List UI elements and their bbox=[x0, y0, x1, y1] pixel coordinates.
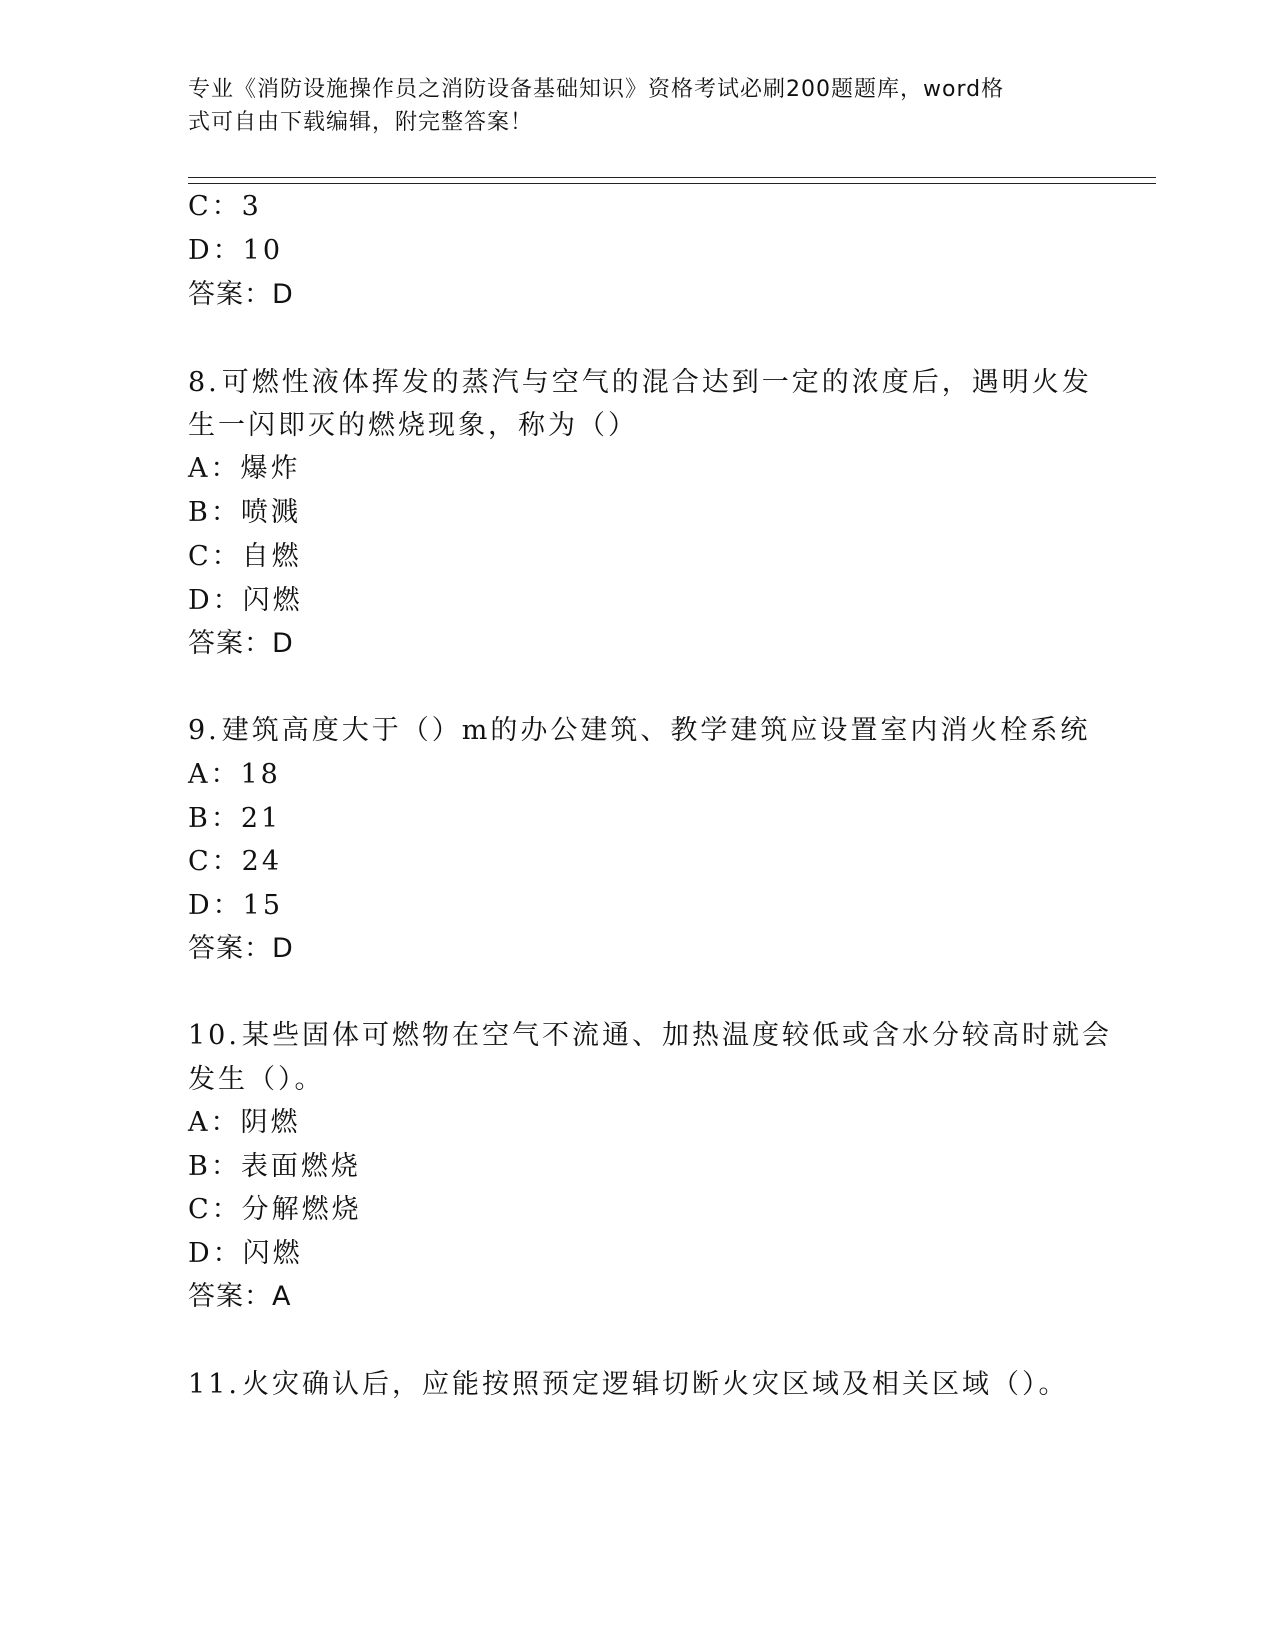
header-divider-bottom bbox=[188, 183, 1156, 184]
question-10-stem-line-1 bbox=[188, 1019, 1112, 1053]
question-8-stem-line-1 bbox=[188, 366, 1092, 400]
question-10-answer: 答案：A bbox=[188, 1281, 292, 1312]
question-number: 8. bbox=[188, 367, 220, 398]
question-stem: 建筑高度大于（）m的办公建筑、教学建筑应设置室内消火栓系统 bbox=[221, 715, 1091, 746]
question-9-answer: 答案：D bbox=[188, 933, 294, 964]
question-8-answer: 答案：D bbox=[188, 628, 294, 659]
question-9-option-c: C：24 bbox=[188, 846, 283, 877]
question-8-option-a: A：爆炸 bbox=[188, 453, 301, 484]
header-line-2: 式可自由下载编辑，附完整答案！ bbox=[188, 110, 534, 135]
question-10-option-c: C：分解燃烧 bbox=[188, 1194, 362, 1225]
question-10-stem-line-2: 发生（）。 bbox=[188, 1064, 325, 1095]
question-8-option-b: B：喷溅 bbox=[188, 497, 301, 528]
header-line-1: 专业《消防设施操作员之消防设备基础知识》资格考试必刷200题题库，word格 bbox=[188, 77, 1005, 102]
question-number: 9. bbox=[188, 715, 220, 746]
question-10-option-d: D：闪燃 bbox=[188, 1238, 303, 1269]
question-9-stem-line-1 bbox=[188, 714, 1090, 748]
option-d: D：10 bbox=[188, 235, 284, 266]
header-divider-top bbox=[188, 177, 1156, 178]
question-9-option-b: B：21 bbox=[188, 803, 282, 834]
question-9-option-d: D：15 bbox=[188, 890, 284, 921]
answer-line: 答案：D bbox=[188, 279, 294, 310]
question-number: 10. bbox=[188, 1020, 240, 1051]
question-8-stem-line-2: 生一闪即灭的燃烧现象，称为（） bbox=[188, 410, 638, 441]
option-c: C：3 bbox=[188, 191, 262, 222]
document-header bbox=[188, 73, 1088, 139]
question-8-option-d: D：闪燃 bbox=[188, 585, 303, 616]
question-10-option-a: A：阴燃 bbox=[188, 1107, 301, 1138]
question-stem: 某些固体可燃物在空气不流通、加热温度较低或含水分较高时就会 bbox=[241, 1020, 1112, 1051]
question-8-option-c: C：自燃 bbox=[188, 541, 302, 572]
question-9-option-a: A：18 bbox=[188, 759, 281, 790]
question-number: 11. bbox=[188, 1369, 240, 1400]
question-stem: 火灾确认后，应能按照预定逻辑切断火灾区域及相关区域（）。 bbox=[241, 1369, 1069, 1400]
question-10-option-b: B：表面燃烧 bbox=[188, 1151, 361, 1182]
question-stem: 可燃性液体挥发的蒸汽与空气的混合达到一定的浓度后，遇明火发 bbox=[221, 367, 1092, 398]
question-11-stem-line-1 bbox=[188, 1368, 1068, 1402]
